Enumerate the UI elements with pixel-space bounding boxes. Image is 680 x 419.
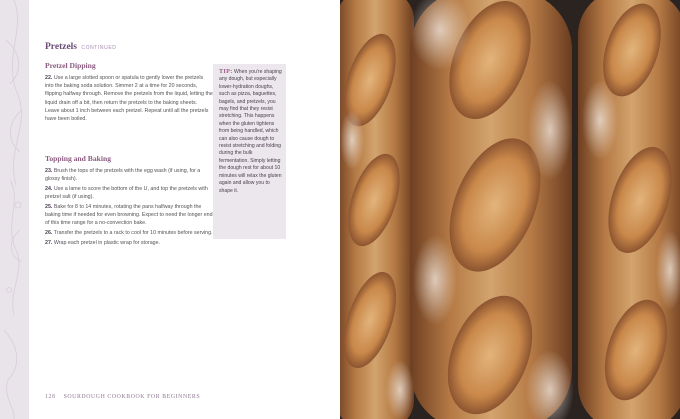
step-text: Transfer the pretzels to a rack to cool for 10 minutes before serving. [53, 230, 213, 237]
recipe-page [29, 0, 340, 419]
tip-label: TIP: [219, 68, 233, 75]
page-title-text: Pretzels [45, 42, 77, 52]
tip-text: When you're shaping any dough, but especially lower-hydration doughs, such as pizza, baguettes, bagels, and pretzels, you may find that they resist stretching. This happens when the gluten tightens from being handled, which can also cause dough to resist stretching and folding during the bulk fermentation. Simply letting the dough rest for about 10 minutes will relax the gluten again and allow you to shape it. [219, 69, 282, 194]
step-item [45, 239, 213, 247]
step-number: 25. [45, 204, 53, 210]
step-number: 27. [45, 240, 53, 246]
step-text: Bake for 8 to 14 minutes, rotating the pans halfway through the baking time if needed for even browning. Expect to need the longer end of this time range for a no-convection bake. [45, 204, 213, 227]
page-title [45, 42, 117, 52]
steps-list-baking [45, 167, 213, 249]
section-heading-pretzel-dipping: Pretzel Dipping [45, 61, 96, 70]
book-title: SOURDOUGH COOKBOOK FOR BEGINNERS [63, 394, 201, 400]
swirl-ornament-icon [0, 0, 29, 419]
step-number: 23. [45, 168, 53, 174]
step-text: Use a large slotted spoon or spatula to gently lower the pretzels into the baking soda solution. Simmer 2 at a time for 20 seconds, flipping halfway through. Remove the pretzels from the liquid, letting the liquid drain off a bit, then return the pretzels to the baking sheets. Leave about 1 inch between each pretzel. Repeat until all the pretzels have been boiled. [45, 75, 213, 123]
step-number: 24. [45, 186, 53, 192]
step-item [45, 203, 213, 228]
page-edge-ornament [0, 0, 29, 419]
baguettes-photo [340, 0, 680, 419]
step-text: Use a lame to score the bottom of the U, and top the pretzels with pretzel salt (if using). [45, 186, 208, 201]
page-number: 128 [45, 394, 56, 400]
baguettes-illustration [340, 0, 680, 419]
section-heading-topping-and-baking: Topping and Baking [45, 154, 111, 163]
step-text: Wrap each pretzel in plastic wrap for storage. [53, 240, 161, 246]
step-item [45, 229, 213, 237]
step-item [45, 167, 213, 183]
step-text: Brush the tops of the pretzels with the egg wash (if using, for a glossy finish). [45, 168, 201, 183]
tip-box [213, 64, 286, 239]
steps-list-dipping [45, 74, 213, 125]
step-item [45, 185, 213, 201]
title-continued-label: CONTINUED [81, 45, 117, 51]
step-number: 26. [45, 230, 53, 237]
step-number: 22. [45, 75, 53, 81]
step-item [45, 74, 213, 123]
page-footer [45, 394, 200, 400]
